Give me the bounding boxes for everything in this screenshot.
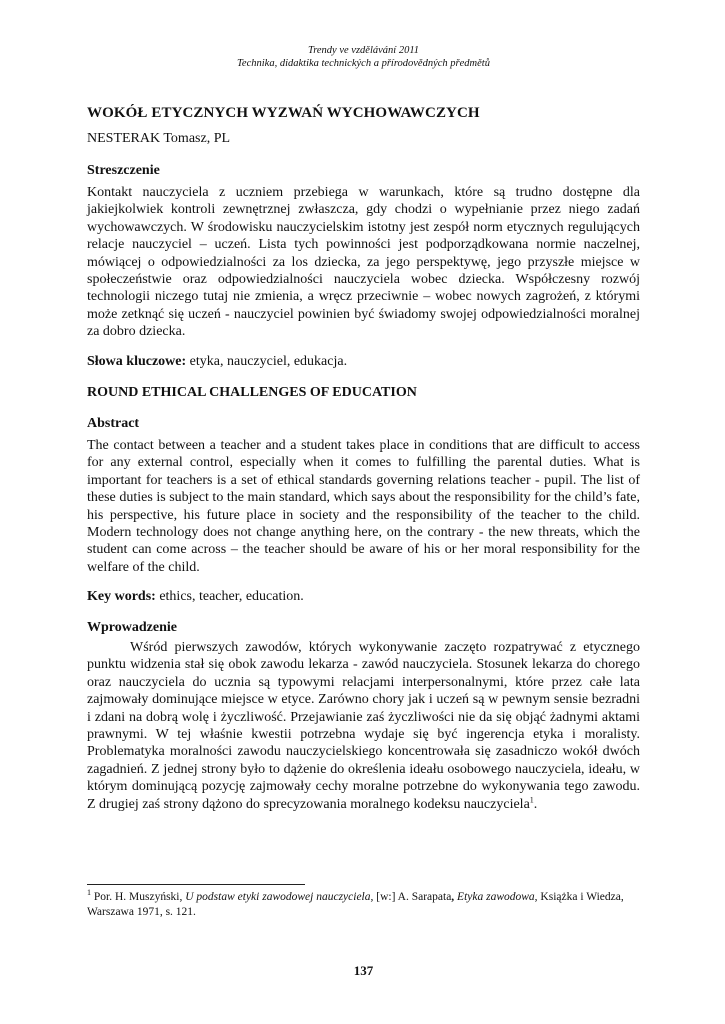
wprowadzenie-text: Wśród pierwszych zawodów, których wykonywanie zaczęto rozpatrywać z etycznego punktu widzenia stał się obok zawodu lekarza - zawód nauczyciela. Stosunek lekarza do chorego oraz nauczyciela do ucznia są typowymi relacjami interpersonalnymi, które przez całe lata zajmowały dominujące miejsce w etyce. Zarówno chory jak i uczeń są w pewnym sensie bezradni i zdani na dobrą wolę i życzliwość. Przejawianie zaś życzliwości nie da się objąć żadnymi aktami prawnymi. W tej właśnie kwestii potrzebna wydaje się być ingerencja etyka i moralisty. Problematyka moralności zawodu nauczycielskiego koncentrowała się zasadniczo wokół dwóch zagadnień. Z jednej strony było to dążenie do określenia ideału osobowego nauczyciela, ideału, w którym dominującą pozycję zajmowały cechy moralne potrzebne do wykonywania tego zawodu. Z drugiej zaś strony dążono do sprecyzowania moralnego kodeksu nauczyciela	[87, 640, 640, 812]
streszczenie-section	[87, 162, 640, 341]
footnote-part3: ,	[451, 891, 458, 903]
footnote-marker: 1	[87, 888, 91, 898]
footnote-italic2: Etyka zawodowa	[457, 891, 535, 903]
author-line: NESTERAK Tomasz, PL	[87, 131, 231, 146]
page-number: 137	[353, 963, 374, 978]
running-head-line1: Trendy ve vzdělávání 2011	[307, 45, 420, 56]
footnote-part1: Por. H. Muszyński,	[91, 891, 186, 903]
slowa-kluczowe	[87, 353, 640, 370]
running-head	[87, 44, 640, 70]
slowa-kluczowe-value: etyka, nauczyciel, edukacja.	[186, 354, 348, 369]
footnote-divider	[87, 884, 305, 885]
wprowadzenie-body	[87, 639, 640, 813]
slowa-kluczowe-label: Słowa kluczowe:	[87, 354, 187, 369]
streszczenie-heading: Streszczenie	[87, 163, 160, 178]
abstract-body: The contact between a teacher and a student takes place in conditions that are difficult to access for any external control, especially when it comes to fulfilling the parental duties. What is important for teachers is a set of ethical standards governing relations teacher - pupil. The list of these duties is subject to the main standard, which says about the responsibility for the child’s fate, his perspective, his future place in society and the responsibility of the teacher to the child. Modern technology does not change anything here, on the contrary - the new threats, which the student can come across – the teacher should be aware of his or her moral responsibility for the welfare of the child.	[87, 438, 640, 575]
footnote-part4: , Książka i Wiedza, Warszawa 1971, s. 121.	[87, 891, 624, 918]
footnote-part2: [w:] A. Sarapata	[373, 891, 452, 903]
key-words-value: ethics, teacher, education.	[155, 589, 304, 604]
abstract-heading: Abstract	[87, 416, 140, 431]
key-words	[87, 588, 640, 605]
running-head-line2: Technika, didaktika technických a přírodovědných předmětů	[237, 58, 490, 69]
abstract-section	[87, 415, 640, 576]
wprowadzenie-section	[87, 619, 640, 813]
footnote	[87, 890, 640, 920]
key-words-label: Key words:	[87, 589, 156, 604]
wprowadzenie-heading: Wprowadzenie	[87, 620, 177, 635]
english-title: ROUND ETHICAL CHALLENGES OF EDUCATION	[87, 385, 417, 400]
paper-title: WOKÓŁ ETYCZNYCH WYZWAŃ WYCHOWAWCZYCH	[87, 105, 480, 121]
streszczenie-body: Kontakt nauczyciela z uczniem przebiega w warunkach, które są trudno dostępne dla jakiejkolwiek kontroli zewnętrznej zwłaszcza, gdy chodzi o wypełnianie przez niego zadań wychowawczych. W środowisku nauczycielskim istotny jest zespół norm etycznych regulujących relacje nauczyciel – uczeń. Lista tych powinności jest podporządkowana normie naczelnej, mówiącej o odpowiedzialności za los dziecka, za jego perspektywę, jego przyszłe miejsce w społeczeństwie oraz odpowiedzialności nauczyciela wobec dziecka. Współczesny rozwój technologii niczego tutaj nie zmienia, a wręcz przeciwnie – wobec nowych zagrożeń, z którymi może zetknąć się uczeń - nauczyciel powinien być świadomy swojej odpowiedzialności moralnej za dobro dziecka.	[87, 185, 640, 340]
footnote-italic1: U podstaw etyki zawodowej nauczyciela,	[185, 891, 374, 903]
footnote-ref[interactable]: 1	[529, 795, 534, 804]
wprowadzenie-end: .	[533, 796, 538, 812]
